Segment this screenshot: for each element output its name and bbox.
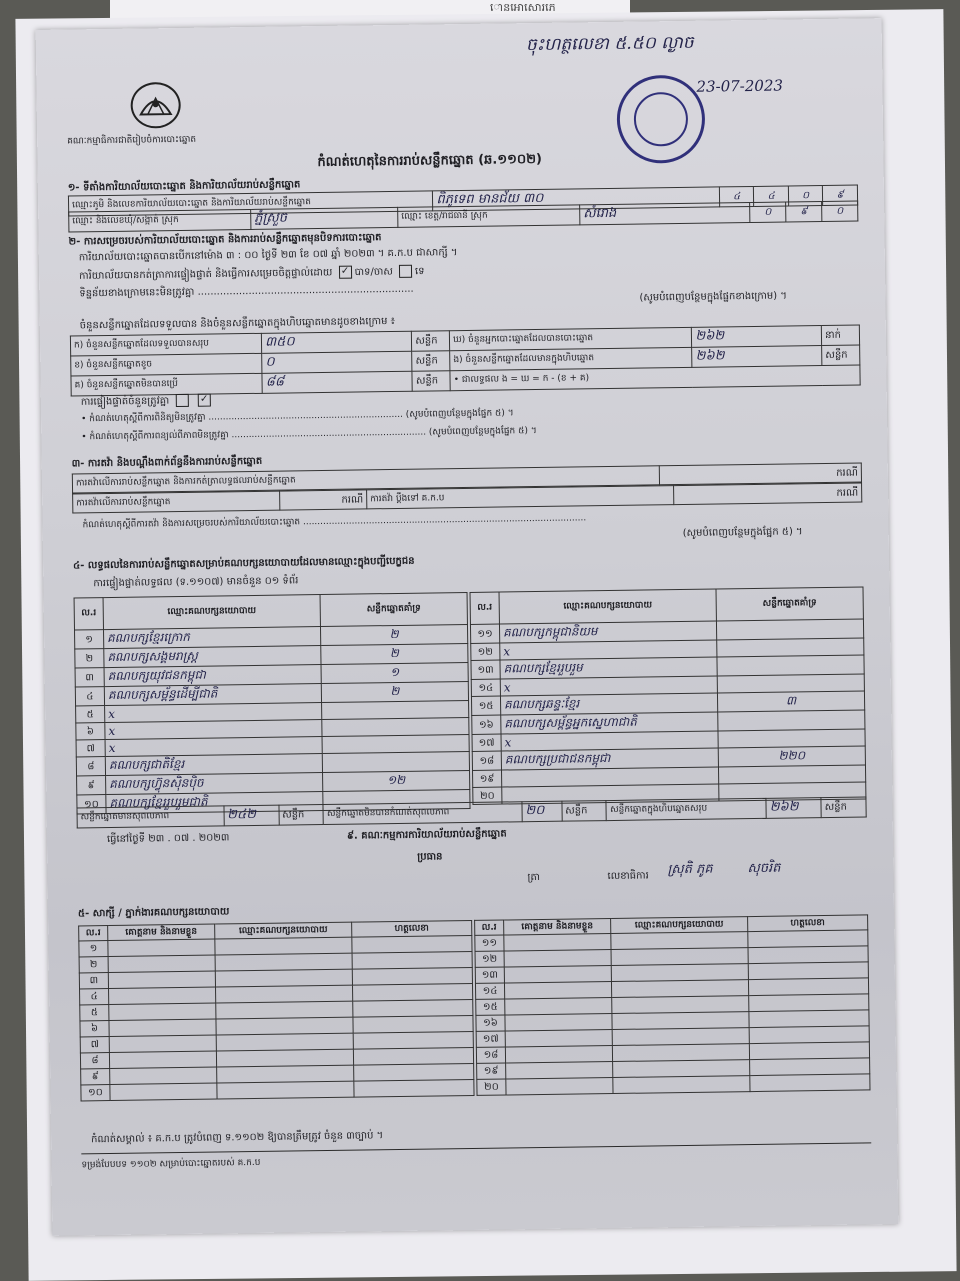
result-no: ៧ [76,740,105,757]
witness-name-field[interactable] [110,1067,217,1084]
tally-label: ខ) ចំនួនសន្លឹកឆ្នោតខូច [71,353,262,376]
result-votes [718,710,865,731]
code-cell: ០ [750,202,786,222]
witness-party-field[interactable] [217,1065,354,1083]
result-votes: ២២០ [718,746,865,767]
result-party: គណបក្សកម្ពុជានិយម [499,621,716,643]
witness-party-field[interactable] [217,1081,354,1099]
result-party: គណបក្សខ្មែរក្រោក [104,627,321,649]
witness-party-field[interactable] [612,1012,749,1030]
box-total-value: ២៦២ [766,798,821,819]
code-cell: ៤ [719,186,754,206]
ministry-line: គណៈកម្មាធិការជាតិរៀបចំការបោះឆ្នោត [67,134,197,147]
complaint-case-label: ករណី [280,490,367,510]
result-party: x [501,731,718,751]
complaint-record-line: កំណត់ហេតុស្ដីពីការតវ៉ា និងការសម្រេចរបស់ការិយាល័យបោះឆ្នោត ................................................................................................... [82,513,587,531]
witness-no: ២ [79,957,108,973]
witness-party-field[interactable] [612,1044,749,1062]
witness-signature-field[interactable] [353,999,473,1017]
witness-no: ១៦ [476,1015,505,1031]
result-party: គណបក្សយុវជនកម្ពុជា [104,665,321,687]
col-votes-header: សន្លឹកឆ្នោតគាំទ្រ [716,587,863,621]
witness-signature-field[interactable] [353,1015,473,1033]
witness-no: ១៨ [476,1047,505,1063]
strip-text: ោនអោសោរភេ [490,1,556,14]
witness-no: ១១ [475,935,504,951]
no-label: ទេ [414,266,425,278]
witness-party-field[interactable] [611,980,748,998]
col-name-header: គោត្តនាម និងនាមខ្លួន [108,924,215,940]
right-signature: សុចរិត [747,860,781,877]
witness-party-field[interactable] [611,932,748,950]
witness-signature-field[interactable] [750,1058,870,1076]
witness-signature-field[interactable] [352,935,472,953]
official-stamp [616,75,705,164]
president-label: ប្រធាន [417,851,443,863]
tally-value: ៣៥០ [261,331,411,353]
witness-name-field[interactable] [504,950,611,967]
match-no-checkbox[interactable] [175,394,188,407]
col-no-header: ល.រ [79,926,108,941]
result-party: x [105,703,322,723]
result-votes: ១ [321,662,468,683]
result-votes [717,638,864,657]
form-sheet [36,18,899,1236]
box-total-label: សន្លឹកឆ្នោតក្នុងហិបឆ្នោតសរុប [606,798,766,820]
mismatch-report-line: • កំណត់ហេតុស្ដីពីការពិនិត្យមិនត្រូវគ្នា .................................................................... (សូមបំពេញបន្ថែមក្នុងផ្នែក ៥) ។ [80,408,514,425]
match-line [81,394,214,409]
tally-label: ឃ) ចំនួនអ្នកបោះឆ្នោតដែលបានបោះឆ្នោត [450,327,692,350]
code-cell: ០ [788,185,823,205]
result-no: ១ [75,630,104,649]
result-party: គណបក្សជាតិខ្មែរ [105,754,322,776]
result-no: ១៣ [471,660,500,679]
witness-name-field[interactable] [506,1062,613,1079]
witness-party-field[interactable] [215,937,352,955]
witness-name-field[interactable] [109,1051,216,1068]
result-votes: ១២ [323,770,470,791]
section1-title: ១- ទីតាំងការិយាល័យបោះឆ្នោត និងការិយាល័យរាប់សន្លឹកឆ្នោត [67,179,301,194]
footer-form-id: ទម្រង់បែបបទ ១១០២ សម្រាប់បោះឆ្នោតរបស់ គ.ក.ប [81,1157,261,1171]
witness-name-field[interactable] [505,998,612,1015]
witness-signature-field[interactable] [750,1074,870,1092]
witness-name-field[interactable] [504,934,611,951]
witness-no: ៦ [80,1021,109,1037]
witness-party-field[interactable] [613,1076,750,1094]
witness-party-field[interactable] [216,1049,353,1067]
col-party-header: ឈ្មោះគណបក្សនយោបាយ [103,595,320,630]
tally-formula: • ជាលទ្ធផល ង = ឃ = ក - (ខ + គ) [450,365,860,391]
tally-value: ០ [262,351,412,373]
col-no-header: ល.រ [470,592,499,624]
witness-signature-field[interactable] [354,1063,474,1081]
witness-party-field[interactable] [215,969,352,987]
witness-signature-field[interactable] [749,1042,869,1060]
complaint-case-label: ករណី [659,463,861,485]
witness-party-field[interactable] [613,1060,750,1078]
witness-name-field[interactable] [504,966,611,983]
result-party: គណបក្សខ្មែររួបរួមជាតិ [106,792,323,814]
witness-party-field[interactable] [216,1033,353,1051]
result-votes [322,717,469,736]
yes-checkbox[interactable]: ✓ [338,266,351,279]
witness-no: ១ [79,941,108,957]
witness-no: ១៣ [475,967,504,983]
col-sig-header: ហត្ថលេខា [748,915,868,932]
result-votes: ២ [321,643,468,664]
complaint-appeal-label: ការតវ៉ា ប្តឹងទៅ គ.ក.ប [367,486,674,509]
secretary-signature: ស្រុតិ ភូគ [667,861,713,878]
witness-no: ១៤ [475,983,504,999]
national-emblem-icon [130,82,181,129]
code-cell: ៤ [754,186,789,206]
witness-no: ៣ [79,973,108,989]
witness-no: ១៥ [476,999,505,1015]
result-votes: ២ [321,681,468,702]
section3-title: ៣- ការតវ៉ា និងបណ្ដឹងពាក់ព័ន្ធនឹងការរាប់សន្លឹកឆ្នោត [71,455,263,470]
match-text: ការផ្ទៀងផ្ទាត់ចំនួនត្រូវគ្នា [80,395,170,408]
verification-line [79,265,425,283]
tally-unit: សន្លឹក [412,331,450,352]
tally-table [70,324,861,396]
witness-table-left [78,920,474,1101]
witness-name-field[interactable] [505,1046,612,1063]
result-votes [322,700,469,719]
result-no: ១៧ [472,734,501,751]
code-cell: ៩ [823,185,858,205]
witness-table-right [474,914,870,1095]
tally-value: ៨៨ [262,371,412,393]
result-no: ៩ [77,776,106,795]
complaint-case-label: ករណី [674,483,862,505]
result-votes [717,655,864,676]
result-party: x [105,720,322,740]
result-no: ៨ [76,757,105,776]
unit-label: សន្លឹក [562,801,607,822]
result-no: ៦ [76,723,105,740]
section4-subtitle: ការផ្ទៀងផ្ទាត់លទ្ធផល (ទ.១១០៧) មានចំនួន ០១ ទំព័រ [93,575,299,590]
witness-no: ៨ [80,1053,109,1069]
valid-total-label: សន្លឹកឆ្នោតមានសុពលភាព [77,806,224,828]
col-no-header: ល.រ [74,598,103,630]
invalid-total-label: សន្លឹកឆ្នោតមិនបានកំណត់សុពលភាព [323,802,522,825]
witness-signature-field[interactable] [748,946,868,964]
tally-value: ២៦២ [692,346,822,368]
result-votes [718,729,865,748]
mismatch-line: ទិន្នន័យខាងក្រោមនេះមិនត្រូវគ្នា .................................................................... [79,283,414,300]
witness-no: ៥ [80,1005,109,1021]
result-party: គណបក្សឆន្ទៈខ្មែរ [500,693,717,715]
witness-no: ១៧ [476,1031,505,1047]
witness-party-field[interactable] [611,964,748,982]
witness-no: ១២ [475,951,504,967]
result-no: ២ [75,649,104,668]
col-sig-header: ហត្ថលេខា [352,920,472,937]
unit-label: សន្លឹក [279,805,324,826]
witness-name-field[interactable] [504,982,611,999]
witness-signature-field[interactable] [748,962,868,980]
complaint-row-label: ការតវ៉ាលើការរាប់សន្លឹកឆ្នោត [73,491,280,513]
witness-party-field[interactable] [611,948,748,966]
witness-no: ១០ [81,1085,110,1101]
result-no: ១៤ [471,679,500,696]
witness-name-field[interactable] [108,955,215,972]
result-no: ១០ [77,795,106,814]
commune-value: ភ្នំស្រួច [251,207,398,229]
witness-no: ១៩ [477,1063,506,1079]
witness-signature-field[interactable] [353,1047,473,1065]
result-party: គណបក្សសង្គមរាស្ត្រ [104,646,321,668]
col-party-header: ឈ្មោះគណបក្សនយោបាយ [611,917,748,934]
witness-signature-field[interactable] [748,930,868,948]
secretary-label: លេខាធិការ [607,870,649,883]
result-party: x [500,640,717,660]
witness-name-field[interactable] [109,1019,216,1036]
witness-no: ៧ [80,1037,109,1053]
result-party: x [500,676,717,696]
witness-no: ៩ [81,1069,110,1085]
match-yes-checkbox[interactable]: ✓ [198,394,211,407]
verification-text: ការិយាល័យបានកត់ត្រាការផ្ទៀងផ្ទាត់ និងធ្វើការសម្រេចចិត្តផ្ទាល់ដោយ [78,267,333,282]
witness-party-field[interactable] [612,1028,749,1046]
tally-label: ង) ចំនួនសន្លឹកឆ្នោតដែលមានក្នុងហិបឆ្នោត [450,347,692,370]
mismatch-note: (សូមបំពេញបន្ថែមក្នុងផ្នែកខាងក្រោម) ។ [639,290,788,304]
result-votes [716,619,863,640]
complaint-row-label: ការតវ៉ាលើការរាប់សន្លឹកឆ្នោត និងការកត់ត្រាលទ្ធផលរាប់សន្លឹកឆ្នោត [72,466,659,493]
village-label: ឈ្មោះភូមិ និងលេខការិយាល័យបោះឆ្នោត និងការិយាល័យរាប់សន្លឹកឆ្នោត [68,191,433,216]
result-no: ២០ [473,787,502,804]
result-votes [322,734,469,753]
result-votes [717,674,864,693]
witness-no: ២០ [477,1079,506,1095]
col-name-header: គោត្តនាម និងនាមខ្លួន [504,919,611,935]
date-line: ធ្វើនៅថ្ងៃទី ២៣ . ០៧ . ២០២៣ [106,832,230,846]
footer-note: កំណត់សម្គាល់ ៖ គ.ក.ប ត្រូវបំពេញ ទ.១១០២ ឱ្យបានត្រឹមត្រូវ ចំនួន ៣ច្បាប់ ។ [91,1130,384,1146]
form-title: កំណត់ហេតុនៃការរាប់សន្លឹកឆ្នោត (ឆ.១១០២) [317,151,543,171]
witness-name-field[interactable] [108,939,215,956]
result-no: ៤ [75,687,104,706]
witness-name-field[interactable] [109,987,216,1004]
tally-unit: នាក់ [821,325,859,346]
witness-signature-field[interactable] [352,967,472,985]
village-value: ពិភូទេព មានជ័យ ៣០ [433,187,720,211]
result-no: ១១ [470,624,499,643]
witness-party-field[interactable] [215,953,352,971]
col-no-header: ល.រ [475,920,504,935]
result-party: គណបក្សប្រជាជនកម្ពុជា [501,748,718,770]
stamp-date: 23-07-2023 [696,76,784,96]
yes-label: បាទ/ចាស [354,266,393,279]
results-table-left [74,592,471,814]
result-party: គណបក្សខ្មែររួបរួម [500,657,717,679]
result-party: គណបក្សហ៊្វុនស៊ិនប៉ិច [106,773,323,795]
col-votes-header: សន្លឹកឆ្នោតគាំទ្រ [320,592,467,626]
witness-no: ៤ [80,989,109,1005]
result-party: គណបក្សសម្ព័ន្ធដើម្បីជាតិ [104,684,321,706]
code-cell: ០ [822,201,858,222]
tally-label: គ) ចំនួនសន្លឹកឆ្នោតមិនបានប្រើ [71,373,262,396]
witness-name-field[interactable] [505,1014,612,1031]
committee-label: ៩. គណៈកម្មការការិយាល័យរាប់សន្លឹកឆ្នោត [346,828,507,842]
witness-signature-field[interactable] [352,983,472,1001]
result-party: គណបក្សសម្ព័ន្ធអ្នកស្នេហាជាតិ [501,712,718,734]
province-value: សំរោង [580,203,751,225]
witness-signature-field[interactable] [749,1010,869,1028]
witness-signature-field[interactable] [353,1031,473,1049]
tally-unit: សន្លឹក [412,371,450,392]
no-checkbox[interactable] [399,265,412,278]
explanation-report-line: • កំណត់ហេតុស្ដីពីការពន្យល់ពីភាពមិនត្រូវគ្នា .................................................................... (សូមបំពេញបន្ថែមក្នុងផ្នែក ៥) ។ [81,426,537,443]
province-label: ឈ្មោះ ខេត្ត/រាជធានី ស្រុក [398,205,580,228]
result-votes [322,751,469,772]
tally-unit: សន្លឹក [822,345,860,366]
witness-name-field[interactable] [110,1083,217,1100]
unit-label: សន្លឹក [821,797,866,818]
witness-name-field[interactable] [109,1035,216,1052]
result-no: ១៦ [472,715,501,734]
col-party-header: ឈ្មោះគណបក្សនយោបាយ [499,589,716,624]
witness-party-field[interactable] [216,1017,353,1035]
complaint-record-note: (សូមបំពេញបន្ថែមក្នុងផ្នែក ៥) ។ [682,526,803,539]
result-votes [718,765,865,784]
witness-name-field[interactable] [108,971,215,988]
section4-title: ៤- លទ្ធផលនៃការរាប់សន្លឹកឆ្នោតសម្រាប់គណបក្សនយោបាយដែលមានឈ្មោះក្នុងបញ្ជីបេក្ខជន [73,555,415,572]
result-party: x [105,737,322,757]
result-no: ៥ [76,706,105,723]
witness-signature-field[interactable] [354,1079,474,1097]
seal-label: ត្រា [527,872,541,884]
col-party-header: ឈ្មោះគណបក្សនយោបាយ [215,922,352,939]
witness-party-field[interactable] [612,996,749,1014]
result-no: ១៨ [472,751,501,770]
tally-value: ២៦២ [692,326,822,348]
result-votes: ៣ [717,691,864,712]
witness-party-field[interactable] [216,1001,353,1019]
witness-signature-field[interactable] [748,978,868,996]
tally-intro: ចំនួនសន្លឹកឆ្នោតដែលទទួលបាន និងចំនួនសន្លឹកឆ្នោតក្នុងហិបឆ្នោតមានដូចខាងក្រោម ៖ [79,315,396,332]
invalid-total-value: ២០ [522,801,562,822]
tally-unit: សន្លឹក [412,351,450,372]
witness-signature-field[interactable] [352,951,472,969]
witness-name-field[interactable] [109,1003,216,1020]
result-votes: ២ [320,624,467,645]
result-no: ១២ [471,643,500,660]
witness-party-field[interactable] [216,985,353,1003]
results-table-right [470,586,867,804]
code-cell: ៩ [786,202,822,222]
result-no: ១៥ [471,696,500,715]
result-no: ១៩ [473,770,502,787]
result-no: ៣ [75,668,104,687]
commune-label: ឈ្មោះ និងលេខឃុំ/សង្កាត់ ស្រុក [69,209,251,232]
witness-name-field[interactable] [506,1078,613,1095]
handwritten-note-topright: ចុះហត្ថលេខា ៥.៥០ ល្ងាច [525,32,694,56]
witness-signature-field[interactable] [749,994,869,1012]
valid-total-value: ២៤២ [223,805,278,826]
witness-signature-field[interactable] [749,1026,869,1044]
section5-title: ៥- សាក្សី / ភ្នាក់ងារគណបក្សនយោបាយ [77,906,230,920]
tally-label: ក) ចំនួនសន្លឹកឆ្នោតដែលទទួលបានសរុប [70,333,261,356]
section2-title: ២- ការសម្រេចរបស់ការិយាល័យបោះឆ្នោត និងការរាប់សន្លឹកឆ្នោតមុនបិទការបោះឆ្នោត [68,232,382,248]
opening-line: ការិយាល័យបោះឆ្នោតបានបើកនៅម៉ោង ៣ : ០០ ថ្ងៃទី ២៣ ខែ ០៧ ឆ្នាំ ២០២៣ ។ គ.ក.ប ជាសាក្សី ។ [78,247,458,264]
witness-name-field[interactable] [505,1030,612,1047]
